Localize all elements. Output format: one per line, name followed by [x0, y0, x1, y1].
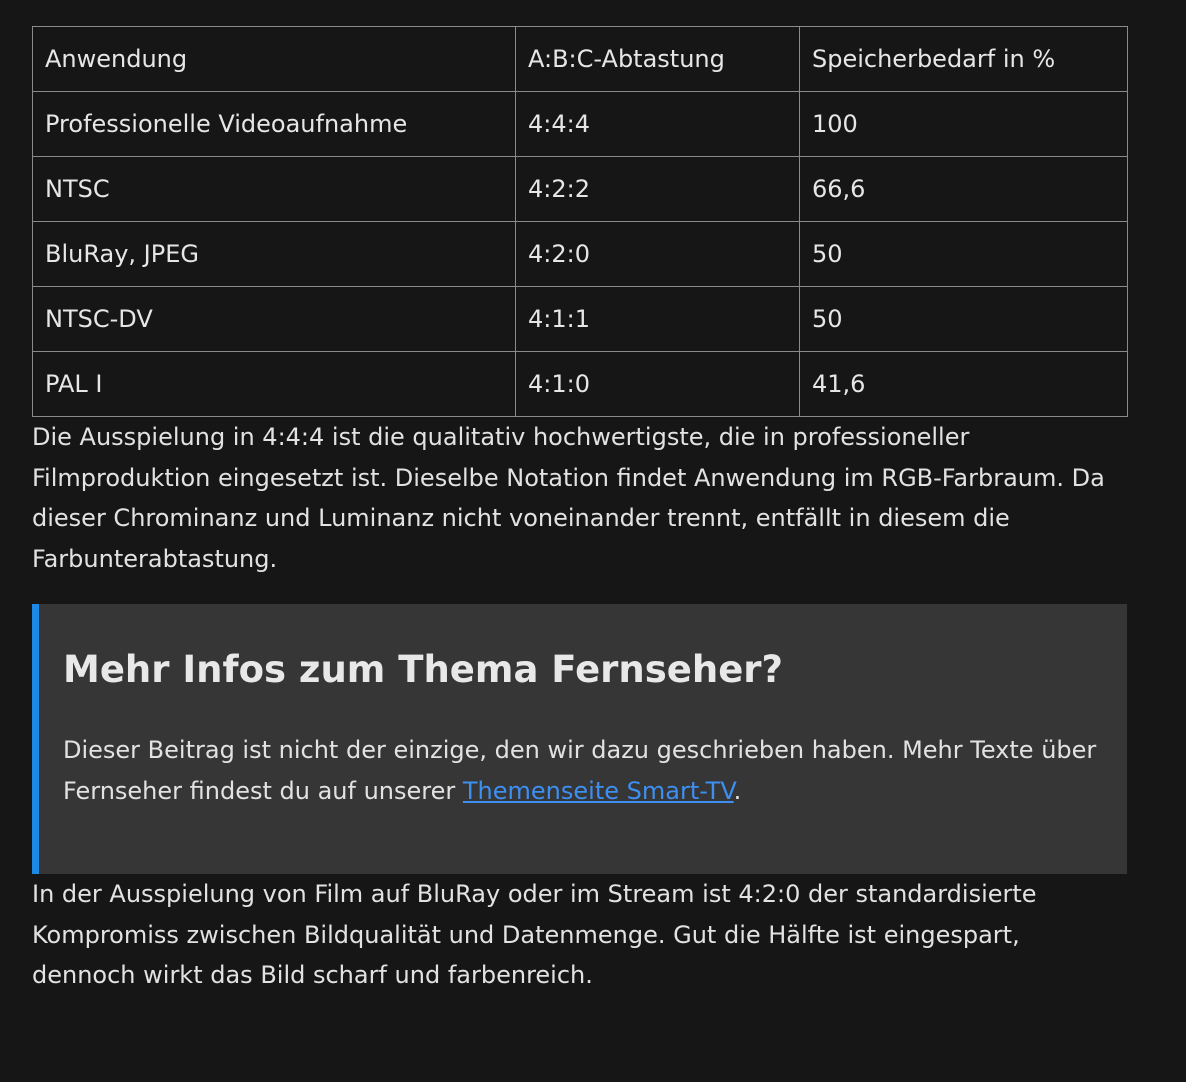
body-paragraph: Die Ausspielung in 4:4:4 ist die qualitativ hochwertigste, die in professioneller Filmproduktion eingesetzt ist. Dieselbe Notation findet Anwendung im RGB-Farbraum. Da dieser Chrominanz und Luminanz nicht voneinander trennt, entfällt in diesem die Farbunterabtastung.: [32, 423, 1105, 573]
table-header-cell: A:B:C-Abtastung: [516, 27, 800, 92]
smart-tv-topic-link[interactable]: Themenseite Smart-TV: [462, 776, 734, 805]
table-cell: 100: [800, 92, 1128, 157]
info-box-text-before: Dieser Beitrag ist nicht der einzige, den wir dazu geschrieben haben. Mehr Texte über Fernseher findest du auf unserer: [63, 736, 1097, 805]
table-cell: 66,6: [800, 157, 1128, 222]
table-cell: 4:1:1: [516, 287, 800, 352]
table-cell: 4:4:4: [516, 92, 800, 157]
table-cell: BluRay, JPEG: [33, 222, 516, 287]
info-box: [32, 604, 1127, 874]
table-cell: 50: [800, 287, 1128, 352]
info-box-text-after: .: [733, 776, 742, 805]
table-cell: Professionelle Videoaufnahme: [33, 92, 516, 157]
table-row: [33, 222, 1128, 287]
table-cell: NTSC-DV: [33, 287, 516, 352]
table-header-cell: Speicherbedarf in %: [800, 27, 1128, 92]
table-row: [33, 352, 1128, 417]
table-cell: 50: [800, 222, 1128, 287]
table-header-row: [33, 27, 1128, 92]
body-paragraph: In der Ausspielung von Film auf BluRay oder im Stream ist 4:2:0 der standardisierte Kompromiss zwischen Bildqualität und Datenmenge. Gut die Hälfte ist eingespart, dennoch wirkt das Bild scharf und farbenreich.: [32, 880, 1037, 989]
table-row: [33, 157, 1128, 222]
table-cell: 4:2:2: [516, 157, 800, 222]
table-row: [33, 287, 1128, 352]
table-row: [33, 92, 1128, 157]
article-content: [32, 26, 1127, 996]
table-cell: 4:1:0: [516, 352, 800, 417]
table-cell: 4:2:0: [516, 222, 800, 287]
info-box-text: [63, 730, 1103, 811]
table-cell: PAL I: [33, 352, 516, 417]
table-cell: 41,6: [800, 352, 1128, 417]
table-cell: NTSC: [33, 157, 516, 222]
chroma-subsampling-table: [32, 26, 1128, 417]
info-box-title: Mehr Infos zum Thema Fernseher?: [63, 648, 784, 691]
table-header-cell: Anwendung: [33, 27, 516, 92]
